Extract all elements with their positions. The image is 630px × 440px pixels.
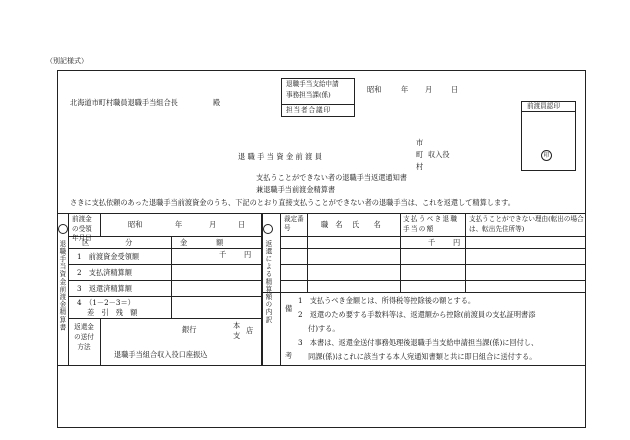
unit-thousand-right: 千 [428, 238, 436, 247]
municipality-city: 市 [416, 138, 424, 147]
right-row-line-2 [280, 248, 586, 249]
recv-date-label: 前渡金の受領年月日 [72, 215, 92, 243]
row-returned: 3 返還済精算額 [77, 284, 132, 293]
right-row-line-1 [280, 236, 586, 237]
header-date-year: 年 [401, 85, 409, 94]
municipality-role: 収入役 [428, 150, 450, 159]
col-category-header: 区 分 [82, 238, 133, 247]
approval-label: 前渡員認印 [527, 102, 560, 110]
remark-note-2: 2 返還のため要する手数料等は、返還額から控除(前渡員の支払証明書添 [298, 310, 536, 319]
left-row-line-3 [68, 264, 262, 265]
right-row-line-5 [262, 292, 586, 293]
col-job-title: 職 名 [321, 220, 343, 229]
remarks-label-a: 備 [285, 304, 293, 313]
liaison-box-divider [281, 104, 355, 105]
municipality-town: 町 [416, 150, 424, 159]
honorific: 殿 [213, 98, 221, 107]
header-date-era: 昭和 [367, 85, 382, 94]
left-col-divider-2 [100, 213, 101, 236]
unit-yen-right: 円 [453, 238, 461, 247]
left-row-line-2 [68, 248, 262, 249]
left-row-line-6 [68, 318, 262, 319]
row-formula: 4 （1－2－3＝） [77, 298, 135, 307]
col-pay-amount: 支払うべき退職手当の額 [403, 215, 459, 233]
approval-box-divider [521, 111, 576, 112]
row-paid: 2 支払済精算額 [77, 268, 132, 277]
municipality-village: 村 [416, 162, 424, 171]
left-row-line-4 [68, 280, 262, 281]
recv-date-month: 月 [209, 220, 217, 229]
col-decision-no: 裁定番号 [284, 215, 304, 233]
remark-note-3-cont: 同課(係)はこれに該当する本人宛通知書類と共に即日組合に送付する。 [308, 352, 537, 361]
unit-thousand-left: 千 [219, 250, 227, 259]
recipient: 北海道市町村職員退職手当組合長 [70, 98, 178, 107]
unit-yen-left: 円 [244, 250, 252, 259]
liaison-row3: 担当者合議印 [286, 106, 331, 114]
remarks-label-b: 考 [285, 351, 293, 360]
remark-note-3: 3 本書は、返還金送付事務処理後退職手当支給申請担当課(係)に回付し、 [298, 338, 539, 347]
right-circle-mark [263, 224, 273, 234]
col-amount-header: 金 額 [180, 238, 224, 247]
row-balance: 差 引 残 額 [87, 308, 138, 317]
remark-note-2-cont: 付)する。 [308, 324, 340, 333]
branch-label: 店 [246, 326, 254, 335]
recv-date-day: 日 [238, 220, 246, 229]
form-title-line1: 支払うことができない者の退職手当返還通知書 [256, 173, 407, 182]
right-row-line-4 [280, 280, 586, 281]
col-reason: 支払うことができない理由(転出の場合は、転出先住所等) [469, 215, 584, 233]
left-section-label: 退職手当資金前渡金精算書 [57, 240, 66, 332]
left-row-line-5 [68, 296, 262, 297]
liaison-row2: 事務担当課(係) [286, 91, 331, 99]
left-circle-mark [58, 224, 68, 234]
main-branch-b: 支 [233, 331, 241, 340]
remit-method-label: 返還金の送付方法 [74, 323, 94, 352]
bank-label: 銀行 [182, 325, 197, 334]
header-date-month: 月 [425, 85, 433, 94]
right-row-line-3 [280, 264, 586, 265]
remit-note: 退職手当組合収入役口座振込 [114, 350, 208, 359]
row-received: 1 前渡資金受領額 [77, 252, 140, 261]
recv-date-year: 年 [175, 220, 183, 229]
main-branch-a: 本 [233, 321, 241, 330]
liaison-row1: 退職手当支給申請 [286, 80, 339, 88]
col-person-name: 氏 名 [352, 220, 381, 229]
advance-officer: 退職手当資金前渡員 [238, 152, 325, 161]
seal-mark: 印 [541, 150, 552, 161]
remark-note-1: 1 支払うべき金額とは、所得税等控除後の額とする。 [298, 296, 476, 305]
header-date-day: 日 [451, 85, 459, 94]
recv-date-era: 昭和 [128, 220, 143, 229]
intro-text: さきに支払依頼のあった退職手当前渡資金のうち、下記のとおり直接支払うことができない者の退職手当は、これを返還して精算します。 [70, 198, 515, 207]
form-title-line2: 兼退職手当前渡金精算書 [256, 185, 336, 194]
right-section-label: 返還による精算額の内訳 [263, 240, 272, 324]
form-label: （別記様式） [46, 57, 88, 65]
left-col-divider-3 [100, 318, 101, 366]
